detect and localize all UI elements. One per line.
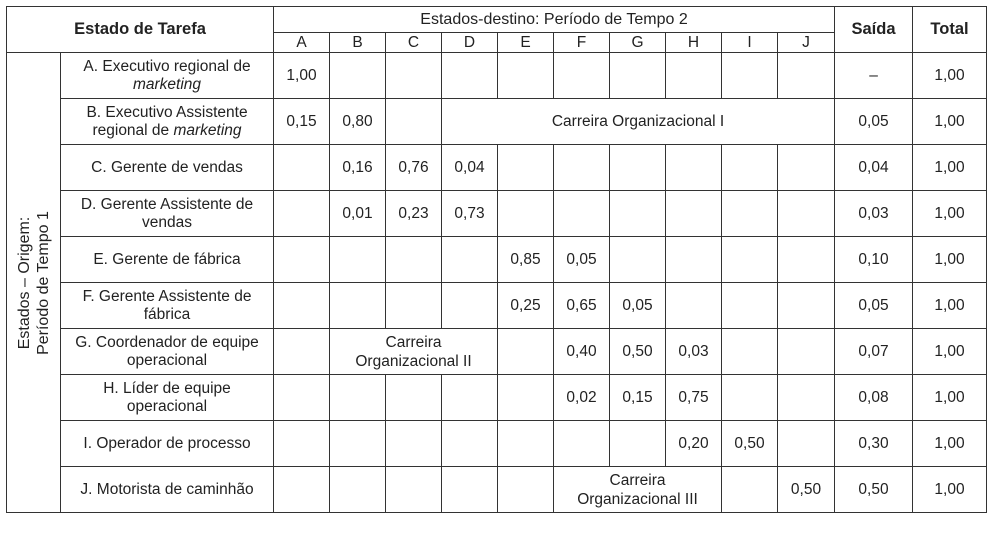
state-label-line1: B. Executivo Assistente [86,103,248,121]
state-label-line1: D. Gerente Assistente de [80,195,254,213]
column-header: E [498,33,554,53]
cell-exit: 0,30 [835,421,913,467]
state-label [61,375,274,421]
column-header: B [330,33,386,53]
state-label-line1: A. Executivo regional de [83,57,251,75]
cell-G: 0,05 [610,283,666,329]
column-header: F [554,33,610,53]
cell-D: 0,04 [442,145,498,191]
cell-H: 0,03 [666,329,722,375]
cell-F: 0,65 [554,283,610,329]
cell-total: 1,00 [913,237,987,283]
cell-exit: 0,50 [835,467,913,513]
cell-exit: 0,03 [835,191,913,237]
origin-states-label [7,53,61,513]
cell-total: 1,00 [913,421,987,467]
task-state-header: Estado de Tarefa [7,7,274,53]
cell-total: 1,00 [913,375,987,421]
table-row [7,375,987,421]
cell-A: 0,15 [274,99,330,145]
state-label-italic: marketing [173,121,242,139]
career-3-line1: Carreira [609,471,666,489]
state-label: J. Motorista de caminhão [61,467,274,513]
cell-exit: 0,04 [835,145,913,191]
state-label-line2: operacional [126,397,208,415]
cell-total: 1,00 [913,467,987,513]
table-row [7,191,987,237]
total-header: Total [913,7,987,53]
state-label-line1: H. Líder de equipe [103,379,231,397]
state-label-line1: G. Coordenador de equipe [75,333,259,351]
state-label [61,99,274,145]
state-label-line2: operacional [126,351,208,369]
cell-B: 0,80 [330,99,386,145]
state-label: C. Gerente de vendas [61,145,274,191]
cell-D: 0,73 [442,191,498,237]
cell-exit: 0,05 [835,99,913,145]
cell-C: 0,76 [386,145,442,191]
state-label-line2: regional de [92,121,174,139]
exit-header: Saída [835,7,913,53]
cell-J: 0,50 [778,467,835,513]
column-header: A [274,33,330,53]
cell-B: 0,16 [330,145,386,191]
table-row [7,329,987,375]
cell-B: 0,01 [330,191,386,237]
career-3-line2: Organizacional III [577,490,698,508]
table-row [7,53,987,99]
cell-total: 1,00 [913,283,987,329]
cell-C: 0,23 [386,191,442,237]
state-label-line1: F. Gerente Assistente de [82,287,252,305]
table-row [7,467,987,513]
origin-label-line1: Estados – Origem: [15,216,33,349]
cell-A: 1,00 [274,53,330,99]
cell-exit: 0,08 [835,375,913,421]
state-label [61,191,274,237]
column-header: J [778,33,835,53]
cell-total: 1,00 [913,53,987,99]
column-header: D [442,33,498,53]
cell-exit: – [835,53,913,99]
cell-exit: 0,10 [835,237,913,283]
career-2-line1: Carreira [385,333,442,351]
cell-total: 1,00 [913,99,987,145]
table-row [7,145,987,191]
cell-total: 1,00 [913,191,987,237]
cell-F: 0,02 [554,375,610,421]
cell-F: 0,40 [554,329,610,375]
cell-H: 0,20 [666,421,722,467]
state-label: E. Gerente de fábrica [61,237,274,283]
origin-label-line2: Período de Tempo 1 [34,210,52,355]
column-header: I [722,33,778,53]
state-label-line2: fábrica [143,305,191,323]
career-1-label: Carreira Organizacional I [442,99,835,145]
career-2-label [330,329,498,375]
table-row [7,237,987,283]
career-2-line2: Organizacional II [355,352,472,370]
transition-matrix-table [6,6,987,513]
state-label [61,53,274,99]
column-header: G [610,33,666,53]
table-row [7,283,987,329]
state-label-line2: vendas [142,213,192,231]
cell-exit: 0,07 [835,329,913,375]
destination-header: Estados-destino: Período de Tempo 2 [274,7,835,33]
cell-total: 1,00 [913,329,987,375]
cell-exit: 0,05 [835,283,913,329]
cell-G: 0,15 [610,375,666,421]
cell-F: 0,05 [554,237,610,283]
career-3-label [554,467,722,513]
column-header: C [386,33,442,53]
column-header: H [666,33,722,53]
state-label-italic: marketing [132,75,202,93]
cell-total: 1,00 [913,145,987,191]
state-label [61,329,274,375]
table-row [7,421,987,467]
cell-H: 0,75 [666,375,722,421]
cell-E: 0,25 [498,283,554,329]
state-label [61,283,274,329]
cell-G: 0,50 [610,329,666,375]
cell-E: 0,85 [498,237,554,283]
state-label: I. Operador de processo [61,421,274,467]
cell-I: 0,50 [722,421,778,467]
table-row [7,99,987,145]
